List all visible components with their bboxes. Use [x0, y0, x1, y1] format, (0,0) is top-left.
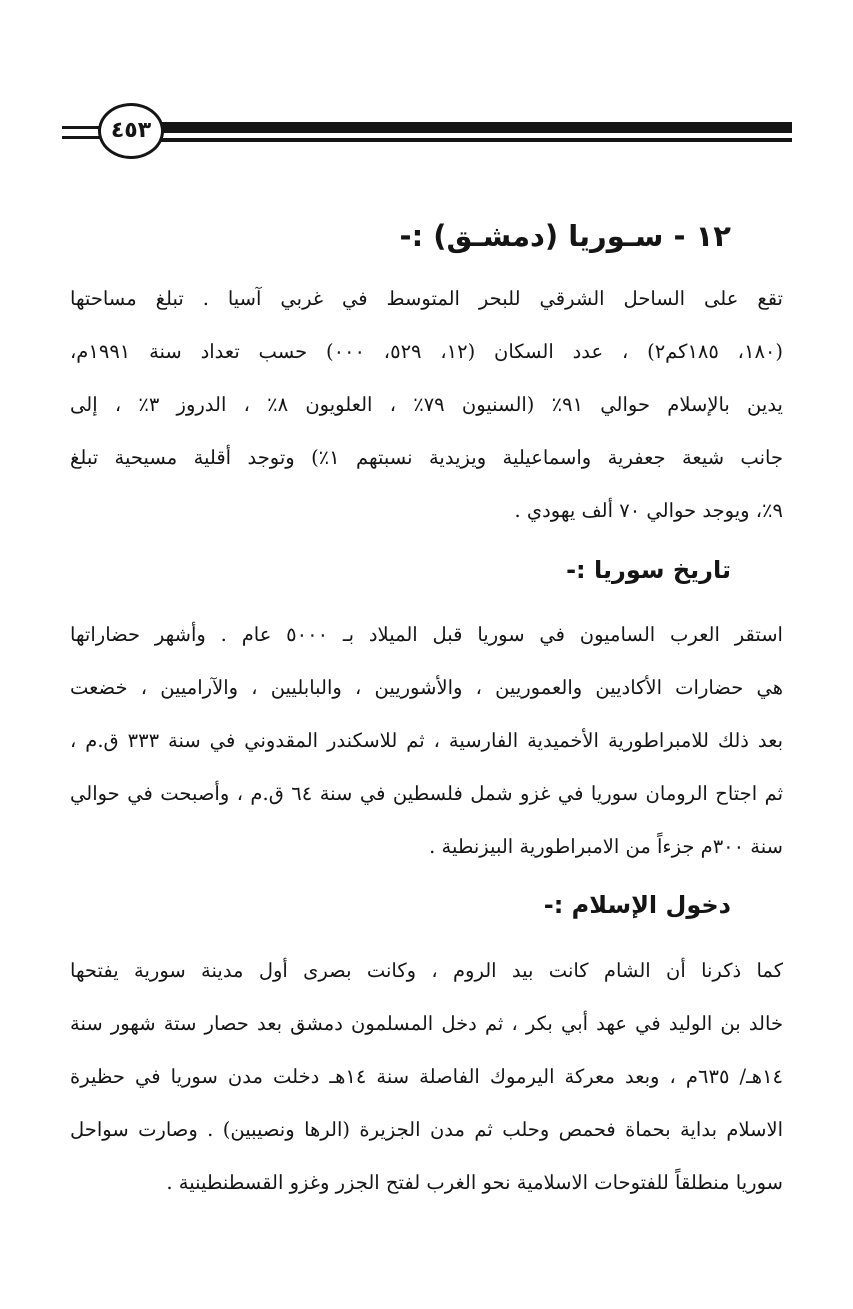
- paragraph-line: يدين بالإسلام حوالي ٩١٪ (السنيون ٧٩٪ ، العلويون ٨٪ ، الدروز ٣٪ ، إلى: [70, 393, 783, 416]
- header-rule-left-bottom: [62, 136, 102, 139]
- section-title-history: تاريخ سوريا :-: [566, 556, 731, 584]
- page-number-badge: [98, 103, 164, 159]
- paragraph-history: [70, 608, 783, 873]
- header-rule-left-top: [62, 126, 102, 129]
- paragraph-line: تقع على الساحل الشرقي للبحر المتوسط في غربي آسيا . تبلغ مساحتها: [70, 287, 783, 310]
- paragraph-line: ١٤هـ/ ٦٣٥م ، وبعد معركة اليرموك الفاصلة سنة ١٤هـ دخلت مدن سوريا في حظيرة: [70, 1065, 783, 1088]
- paragraph-line: ٩٪، ويوجد حوالي ٧٠ ألف يهودي .: [514, 499, 783, 522]
- header-rule-thin: [150, 138, 792, 142]
- paragraph-line: كما ذكرنا أن الشام كانت بيد الروم ، وكانت بصرى أول مدينة سورية يفتحها: [70, 959, 783, 982]
- paragraph-line: (١٨٠، ١٨٥كم٢) ، عدد السكان (١٢، ٥٢٩، ٠٠٠) حسب تعداد سنة ١٩٩١م،: [70, 340, 783, 363]
- paragraph-line: سوريا منطلقاً للفتوحات الاسلامية نحو الغرب لفتح الجزر وغزو القسطنطينية .: [166, 1171, 783, 1194]
- paragraph-line: ثم اجتاح الرومان سوريا في غزو شمل فلسطين في سنة ٦٤ ق.م ، وأصبحت في حوالي: [70, 782, 783, 805]
- section-title-islam: دخول الإسلام :-: [543, 891, 731, 919]
- section-title-syria: ١٢ - سـوريا (دمشـق) :-: [399, 219, 731, 253]
- paragraph-line: خالد بن الوليد في عهد أبي بكر ، ثم دخل المسلمون دمشق بعد حصار ستة شهور سنة: [70, 1012, 783, 1035]
- paragraph-line: جانب شيعة جعفرية واسماعيلية ويزيدية نسبتهم ١٪) وتوجد أقلية مسيحية تبلغ: [70, 446, 783, 469]
- paragraph-line: استقر العرب الساميون في سوريا قبل الميلاد بـ ٥٠٠٠ عام . وأشهر حضاراتها: [70, 623, 783, 646]
- page-number: ٤٥٣: [110, 118, 152, 143]
- paragraph-line: بعد ذلك للامبراطورية الأخميدية الفارسية ، ثم للاسكندر المقدوني في سنة ٣٣٣ ق.م ،: [70, 729, 783, 752]
- header-rule-thick: [150, 122, 792, 133]
- paragraph-syria: [70, 272, 783, 537]
- paragraph-line: الاسلام بداية بحماة فحمص وحلب ثم مدن الجزيرة (الرها ونصيبين) . وصارت سواحل: [70, 1118, 783, 1141]
- paragraph-line: سنة ٣٠٠م جزءاً من الامبراطورية البيزنطية .: [429, 835, 783, 858]
- paragraph-islam: [70, 944, 783, 1209]
- paragraph-line: هي حضارات الأكاديين والعموريين ، والأشوريين ، والبابليين ، والآراميين ، خضعت: [70, 676, 783, 699]
